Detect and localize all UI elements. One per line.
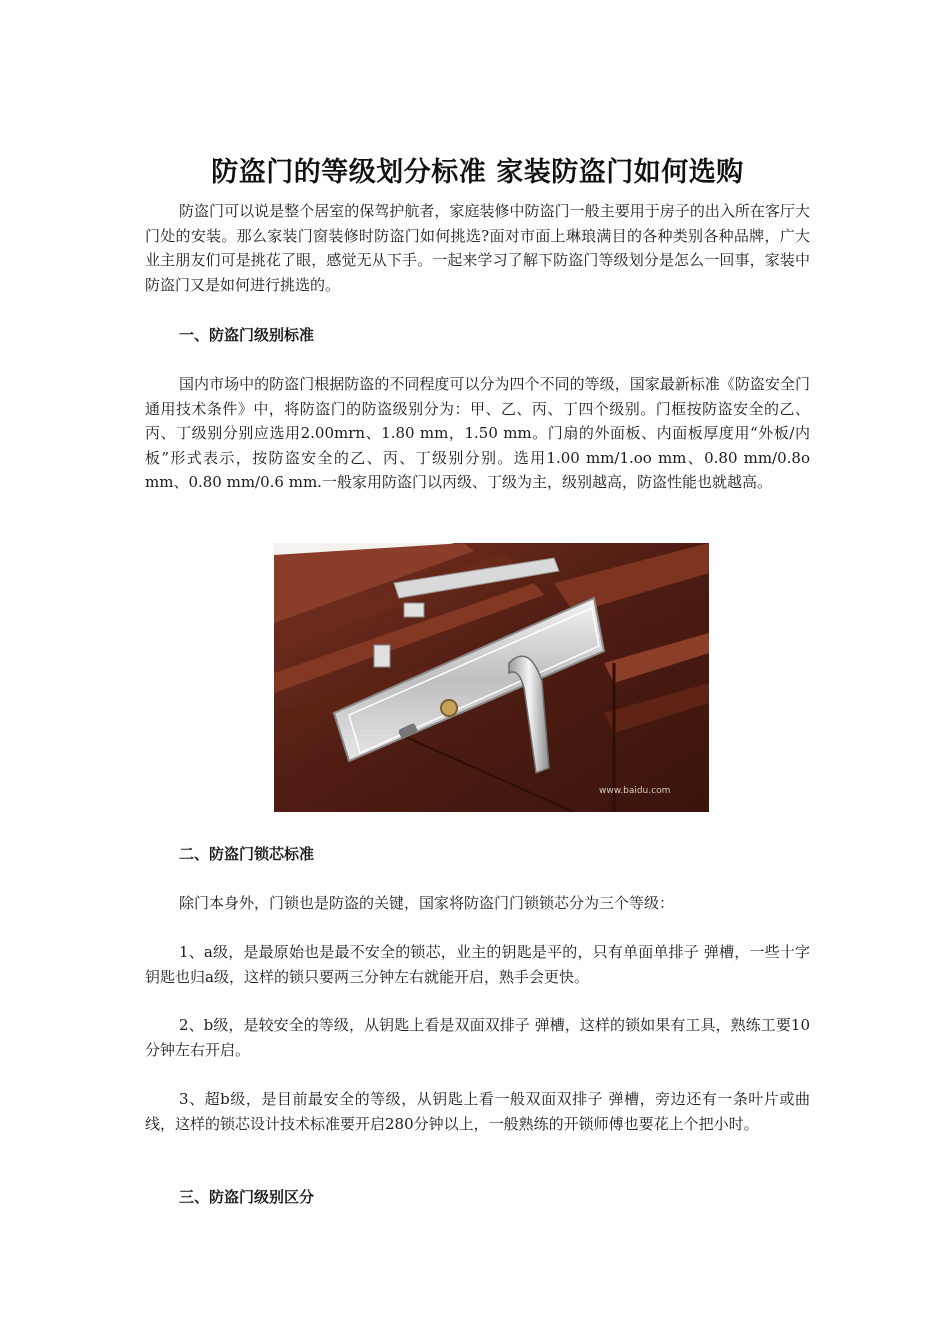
- image-watermark: www.baidu.com: [599, 786, 671, 796]
- lock-grade-b-item: 2、b级，是较安全的等级，从钥匙上看是双面双排子 弹槽，这样的锁如果有工具，熟练工要10分钟左右开启。: [145, 1016, 810, 1059]
- door-lock-photo: [274, 543, 709, 812]
- door-lock-illustration: [274, 543, 709, 812]
- intro-paragraph: 防盗门可以说是整个居室的保驾护航者，家庭装修中防盗门一般主要用于房子的出入所在客厅大门处的安装。那么家装门窗装修时防盗门如何挑选?面对市面上琳琅满目的各种类别各种品牌，广大业主朋友们可是挑花了眼，感觉无从下手。一起来学习了解下防盗门等级划分是怎么一回事，家装中防盗门又是如何进行挑选的。: [145, 202, 810, 294]
- section1-paragraph: 国内市场中的防盗门根据防盗的不同程度可以分为四个不同的等级，国家最新标准《防盗安全门通用技术条件》中，将防盗门的防盗级别分为：甲、乙、丙、丁四个级别。门框按防盗安全的乙、丙、丁级别分别应选用2.00mrn、1.80 mm，1.50 mm。门扇的外面板、内面板厚度用“外板/内板”形式表示，按防盗安全的乙、丙、丁级别分别。选用1.00 mm/1.oo mm、0.80 mm/0.8o mm、0.80 mm/0.6 mm.一般家用防盗门以丙级、丁级为主，级别越高，防盗性能也就越高。: [145, 375, 810, 491]
- lock-grade-super-b-item: 3、超b级，是目前最安全的等级，从钥匙上看一般双面双排子 弹槽，旁边还有一条叶片或曲线，这样的锁芯设计技术标准要开启280分钟以上，一般熟练的开锁师傅也要花上个把小时。: [145, 1090, 810, 1133]
- section1-heading: 一、防盗门级别标准: [179, 326, 315, 344]
- section3-heading: 三、防盗门级别区分: [179, 1188, 315, 1206]
- section2-heading: 二、防盗门锁芯标准: [179, 845, 315, 863]
- section2-paragraph: 除门本身外，门锁也是防盗的关键，国家将防盗门门锁锁芯分为三个等级：: [179, 894, 675, 912]
- article-title: 防盗门的等级划分标准 家装防盗门如何选购: [211, 157, 744, 189]
- lock-grade-a-item: 1、a级，是最原始也是最不安全的锁芯，业主的钥匙是平的，只有单面单排子 弹槽，一些十字钥匙也归a级，这样的锁只要两三分钟左右就能开启，熟手会更快。: [145, 943, 810, 986]
